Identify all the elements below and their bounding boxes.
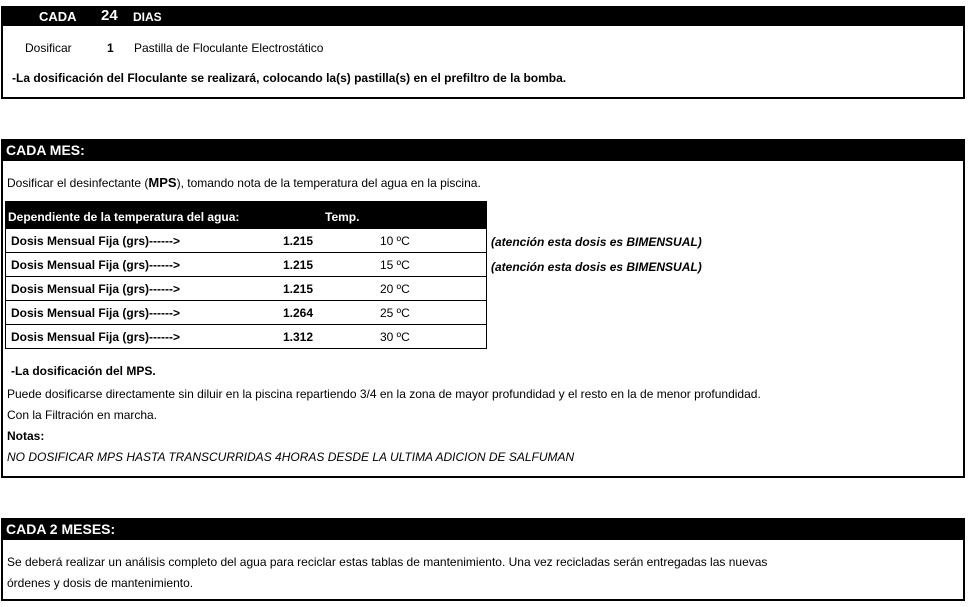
- table-header-temp: Temp.: [325, 210, 360, 224]
- header-number: 24: [101, 7, 118, 24]
- row-label: Dosis Mensual Fija (grs)------>: [11, 234, 181, 248]
- dose-quantity: 1: [107, 41, 114, 55]
- table-row: [6, 324, 486, 348]
- header-suffix: DIAS: [133, 10, 162, 24]
- temperature-dose-table: [5, 201, 487, 349]
- row-temp: 25 ºC: [380, 306, 410, 320]
- row-temp: 10 ºC: [380, 234, 410, 248]
- mps-title: -La dosificación del MPS.: [11, 364, 156, 378]
- row-label: Dosis Mensual Fija (grs)------>: [11, 306, 181, 320]
- bimensual-note: (atención esta dosis es BIMENSUAL): [491, 260, 702, 274]
- dose-label: Dosificar: [25, 41, 72, 55]
- bimonthly-text-line1: Se deberá realizar un análisis completo del agua para reciclar estas tablas de mantenimiento. Una vez recicladas serán entregadas las nuevas: [7, 555, 768, 569]
- row-temp: 15 ºC: [380, 258, 410, 272]
- monthly-header-title: CADA MES:: [6, 142, 85, 158]
- mps-instructions: Puede dosificarse directamente sin diluir en la piscina repartiendo 3/4 en la zona de mayor profundidad y el resto en la de menor profundidad.: [7, 387, 761, 401]
- header-prefix: CADA: [39, 9, 77, 24]
- intro-before: Dosificar el desinfectante (: [7, 176, 149, 190]
- dose-item: Pastilla de Floculante Electrostático: [134, 41, 324, 55]
- row-label: Dosis Mensual Fija (grs)------>: [11, 258, 181, 272]
- row-value: 1.215: [283, 258, 314, 272]
- table-row: [6, 276, 486, 300]
- section-monthly-header: [1, 139, 965, 161]
- notes-text: NO DOSIFICAR MPS HASTA TRANSCURRIDAS 4HORAS DESDE LA ULTIMA ADICION DE SALFUMAN: [7, 450, 575, 464]
- row-value: 1.215: [283, 282, 314, 296]
- section-bimonthly-body: [1, 540, 965, 601]
- row-label: Dosis Mensual Fija (grs)------>: [11, 282, 181, 296]
- row-value: 1.264: [283, 306, 314, 320]
- row-value: 1.215: [283, 234, 314, 248]
- intro-after: ), tomando nota de la temperatura del agua en la piscina.: [176, 176, 481, 190]
- row-temp: 20 ºC: [380, 282, 410, 296]
- flocculant-note: -La dosificación del Floculante se realizará, colocando la(s) pastilla(s) en el prefiltro de la bomba.: [12, 71, 567, 85]
- table-header: [6, 202, 486, 228]
- mps-filtration: Con la Filtración en marcha.: [7, 408, 158, 422]
- section-24-days-body: [1, 26, 965, 99]
- table-row: [6, 228, 486, 252]
- table-row: [6, 300, 486, 324]
- notes-label: Notas:: [7, 429, 45, 443]
- row-temp: 30 ºC: [380, 330, 410, 344]
- bimensual-note: (atención esta dosis es BIMENSUAL): [491, 235, 702, 249]
- row-label: Dosis Mensual Fija (grs)------>: [11, 330, 181, 344]
- section-24-days-header: [1, 6, 965, 26]
- monthly-intro: [7, 175, 481, 190]
- intro-bold: MPS: [148, 175, 177, 190]
- table-header-label: Dependiente de la temperatura del agua:: [8, 210, 240, 224]
- row-value: 1.312: [283, 330, 314, 344]
- bimonthly-header-title: CADA 2 MESES:: [6, 521, 116, 537]
- section-bimonthly-header: [1, 518, 965, 540]
- table-row: [6, 252, 486, 276]
- bimonthly-text-line2: órdenes y dosis de mantenimiento.: [7, 576, 194, 590]
